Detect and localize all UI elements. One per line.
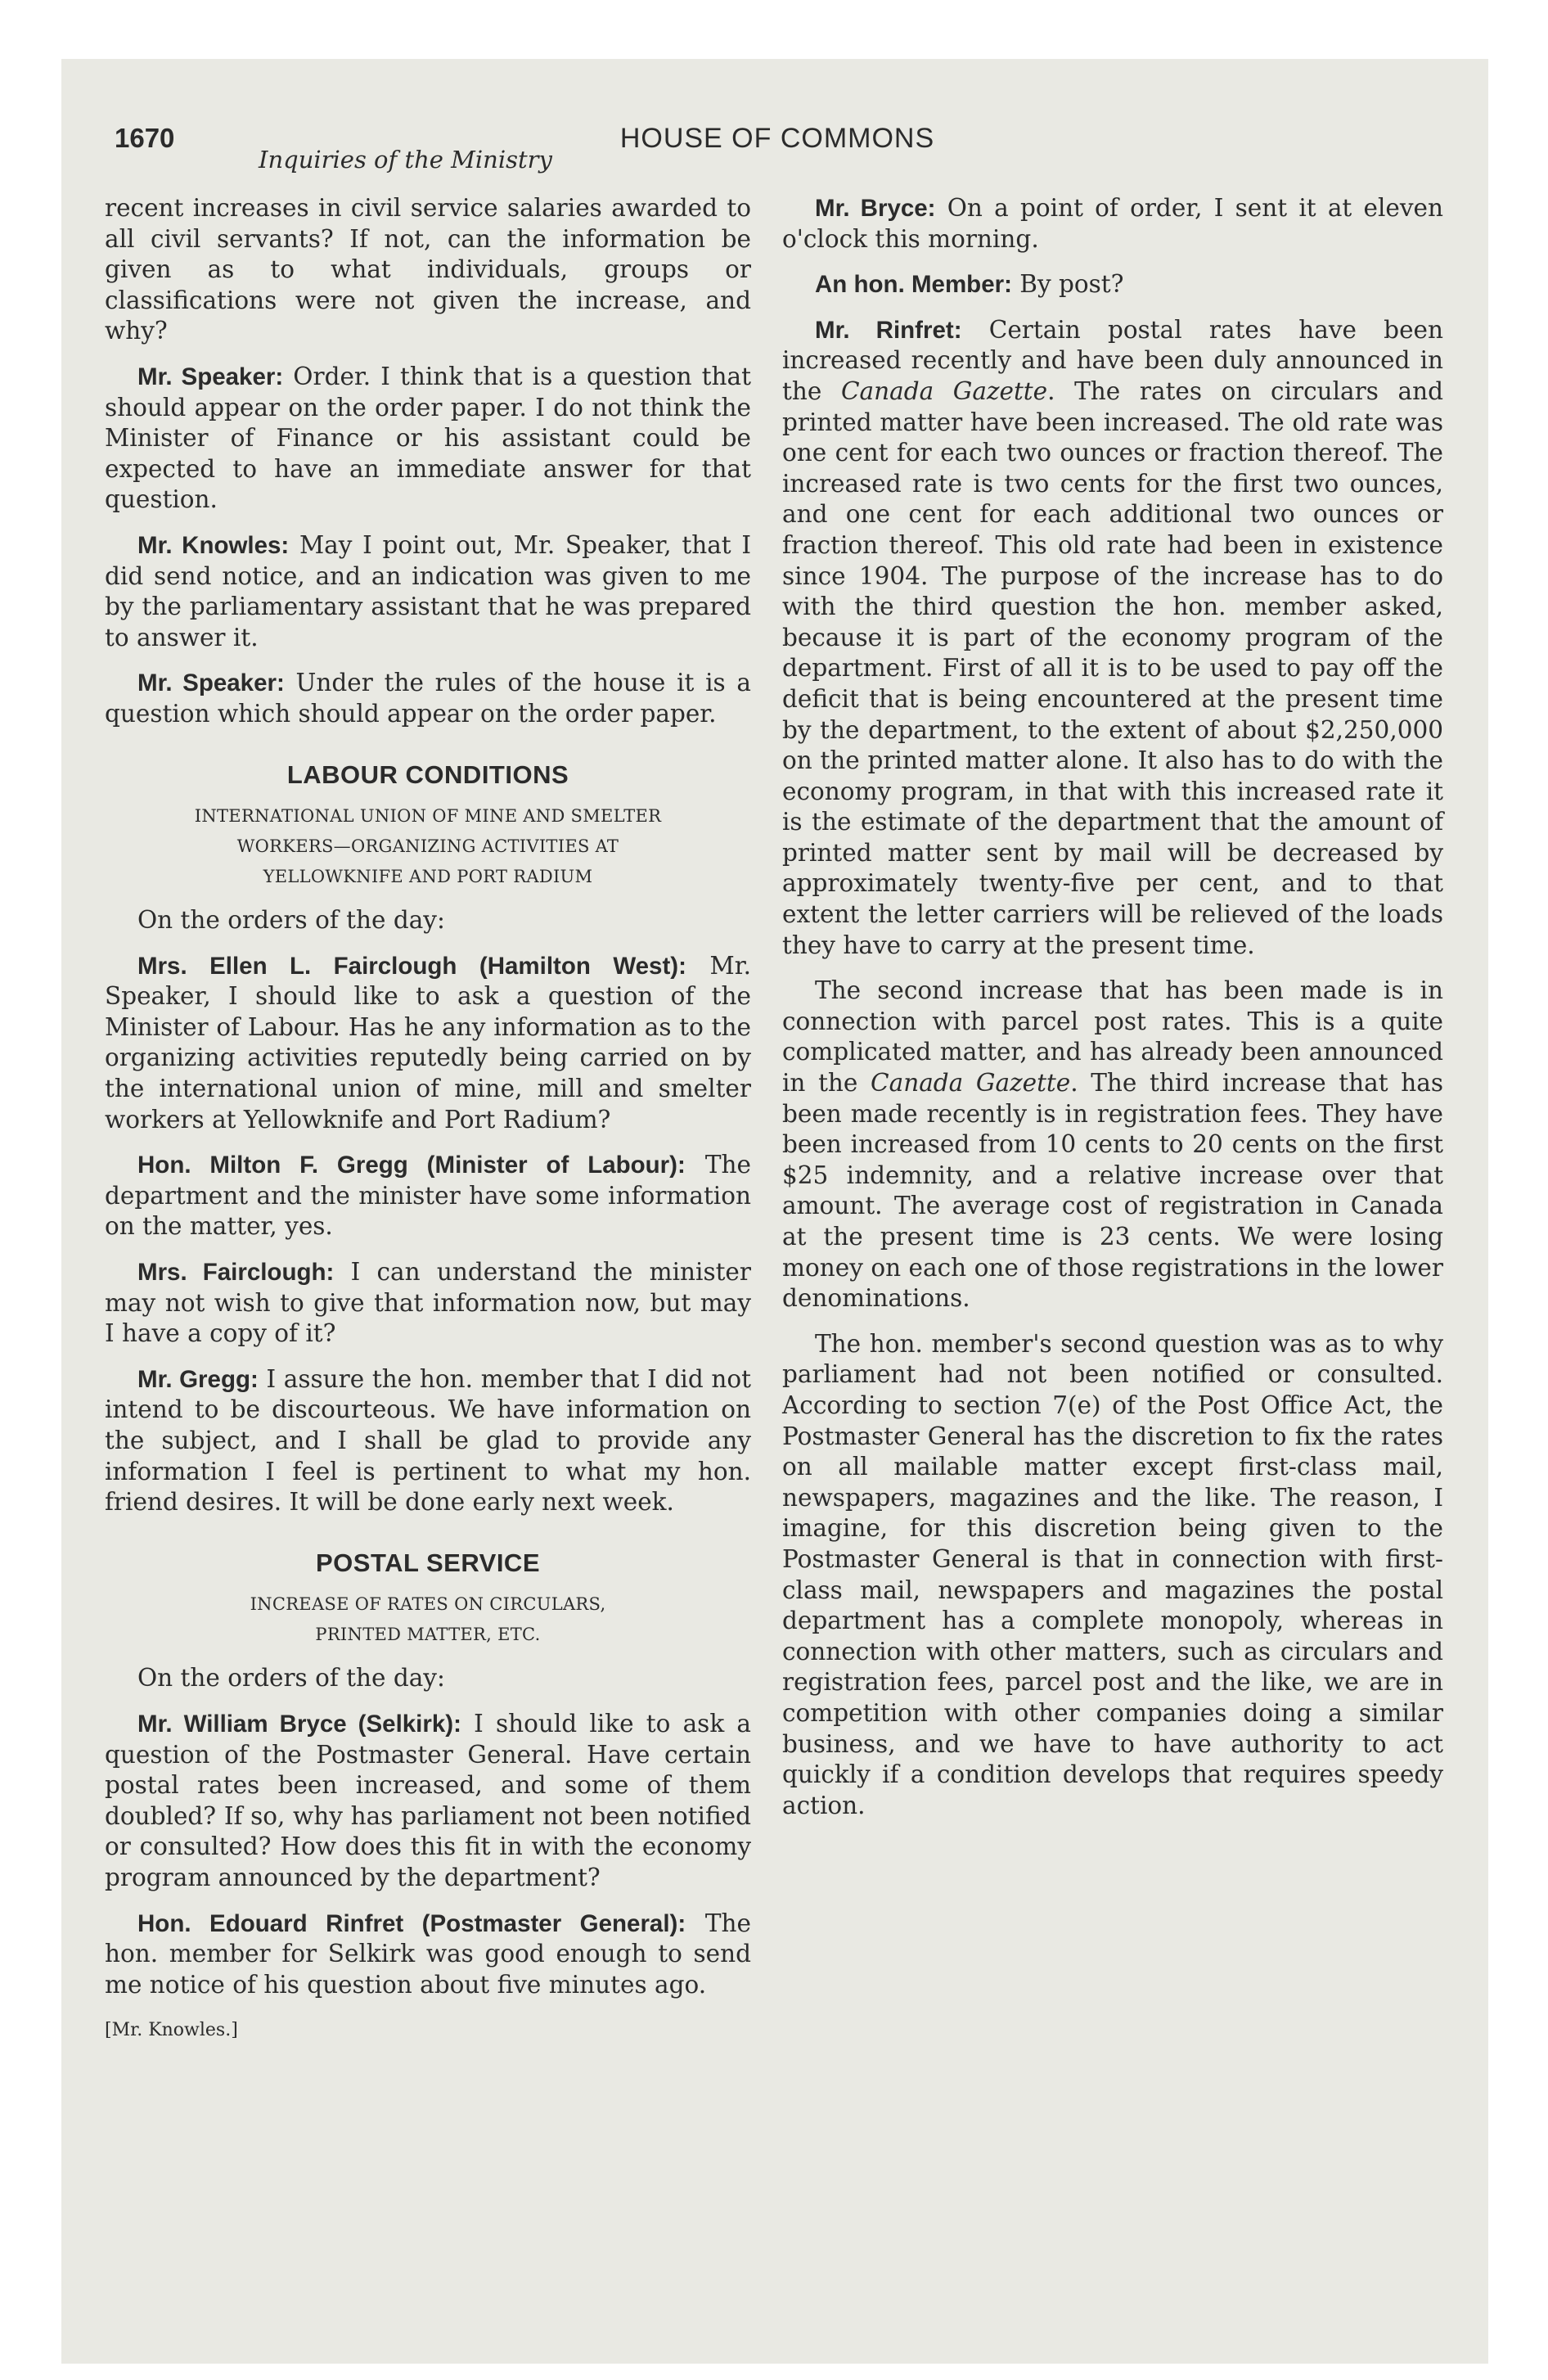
speaker-name: Mr. Speaker: [137, 363, 284, 390]
speech-text: I should like to ask a question of the Postmaster General. Have certain postal rates been increased, and some of them doubled? If so, why has parliament not been notified or consulted? How does this fit in with the economy program announced by the department? [105, 1709, 751, 1891]
paragraph: The hon. member's second question was as to why parliament had not been notified or consulted. According to section 7(e) of the Post Office Act, the Postmaster General has the discretion to fix the rates on all mailable matter except first-class mail, newspapers, magazines and the like. The reason, I imagine, for this discretion being given to the Postmaster General is that in connection with first-class mail, newspapers and magazines the postal department has a complete monopoly, whereas in connection with other matters, such as circulars and registration fees, parcel post and the like, we are in competition with other companies doing a similar business, and we have to have authority to act quickly if a condition develops that requires speedy action. [782, 1329, 1443, 1819]
section-heading: LABOUR CONDITIONS [286, 760, 569, 789]
speaker-name: An hon. Member: [815, 271, 1012, 299]
section-subheading [105, 801, 751, 892]
right-column [782, 193, 1443, 1836]
subheading-line: PRINTED MATTER, ETC. [315, 1625, 541, 1645]
speech-text: I can understand the minister may not wish to give that information now, but may I have a copy of it? [105, 1258, 751, 1348]
paragraph: recent increases in civil service salaries awarded to all civil servants? If not, can the information be given as to what individuals, groups or classifications were not given the increase, and why? [105, 194, 751, 345]
speaker-name: Mrs. Fairclough: [137, 1259, 335, 1287]
speaker-name: Mr. William Bryce (Selkirk): [137, 1710, 461, 1738]
running-head: Inquiries of the Ministry [259, 146, 552, 174]
speech-text: . The third increase that has been made recently is in registration fees. They have been increased from 10 cents to 20 cents on the first $25 indemnity, and a relative increase over that amount. The average cost of registration in Canada at the present time is 23 cents. We were losing money on each one of those registrations in the lower denominations. [782, 1069, 1443, 1313]
section-subheading [105, 1589, 751, 1650]
page-number: 1670 [115, 123, 175, 153]
speech-text: Under the rules of the house it is a question which should appear on the order paper. [105, 669, 751, 728]
page-title: HOUSE OF COMMONS [619, 123, 935, 154]
speech-text: The hon. member for Selkirk was good enough to send me notice of his question about five minutes ago. [105, 1909, 751, 1999]
section-heading: POSTAL SERVICE [315, 1548, 540, 1577]
left-column [105, 193, 751, 2046]
paragraph [782, 976, 1443, 1314]
paragraph [105, 668, 751, 729]
paragraph [782, 269, 1443, 300]
speaker-name: Mr. Knowles: [137, 531, 290, 559]
speech-text: . The rates on circulars and printed matter have been increased. The old rate was one cent for each two ounces or fraction thereof. The increased rate is two cents for the first two ounces, and one cent for each additional two ounces or fraction thereof. This old rate had been in existence since 1904. The purpose of the increase has to do with the third question the hon. member asked, because it is part of the economy program of the department. First of all it is to be used to pay off the deficit that is being encountered at the present time by the department, to the extent of about $2,250,000 on the printed matter alone. It also has to do with the economy program, in that with this increased rate it is the estimate of the department that the amount of printed matter sent by mail will be decreased by approximately twenty-five per cent, and to that extent the letter carriers will be relieved of the loads they have to carry at the present time. [782, 376, 1443, 959]
subheading-line: INCREASE OF RATES ON CIRCULARS, [250, 1594, 606, 1615]
subheading-line: INTERNATIONAL UNION OF MINE AND SMELTER [194, 806, 662, 827]
speech-text: By post? [1011, 270, 1124, 299]
footer-note: [Mr. Knowles.] [105, 2020, 238, 2041]
speech-text: The department and the minister have some information on the matter, yes. [105, 1151, 751, 1241]
speaker-name: Mr. Rinfret: [815, 316, 962, 344]
subheading-line: WORKERS—ORGANIZING ACTIVITIES AT [236, 836, 619, 857]
paragraph [105, 1364, 751, 1518]
paragraph: On the orders of the day: [137, 906, 445, 935]
speaker-name: Hon. Edouard Rinfret (Postmaster General): [137, 1909, 686, 1937]
speaker-name: Mr. Speaker: [137, 669, 285, 697]
paragraph [105, 1709, 751, 1894]
speech-text: Certain postal rates have been increased recently and have been duly announced in the [782, 315, 1443, 405]
speech-text: Order. I think that is a question that should appear on the order paper. I do not think the Minister of Finance or his assistant could be expected to have an immediate answer for that question. [105, 362, 751, 514]
publication-title: Canada Gazette [840, 376, 1048, 405]
paragraph: On the orders of the day: [137, 1664, 445, 1693]
speech-text: I assure the hon. member that I did not intend to be discourteous. We have information on the subject, and I shall be glad to provide any information I feel is pertinent to what my hon. friend desires. It will be done early next week. [105, 1364, 751, 1517]
paragraph [105, 530, 751, 653]
paragraph [105, 1909, 751, 2001]
paragraph [105, 1257, 751, 1350]
paragraph [782, 315, 1443, 961]
speech-text: May I point out, Mr. Speaker, that I did send notice, and an indication was given to me by the parliamentary assistant that he was prepared to answer it. [105, 530, 751, 651]
speaker-name: Mr. Bryce: [815, 195, 936, 222]
paragraph [782, 193, 1443, 255]
paragraph [105, 951, 751, 1136]
speech-text: Mr. Speaker, I should like to ask a question of the Minister of Labour. Has he any information as to the organizing activities reputedly being carried on by the international union of mine, mill and smelter workers at Yellowknife and Port Radium? [105, 951, 751, 1134]
paragraph [105, 362, 751, 516]
speech-text: On a point of order, I sent it at eleven o'clock this morning. [782, 194, 1443, 253]
paragraph [105, 1150, 751, 1242]
subheading-line: YELLOWKNIFE AND PORT RADIUM [263, 867, 593, 887]
speaker-name: Mrs. Ellen L. Fairclough (Hamilton West): [137, 952, 686, 980]
speech-text: The second increase that has been made is in connection with parcel post rates. This is a quite complicated matter, and has already been announced in the [782, 976, 1443, 1098]
speaker-name: Hon. Milton F. Gregg (Minister of Labour): [137, 1152, 686, 1179]
speaker-name: Mr. Gregg: [137, 1365, 259, 1393]
publication-title: Canada Gazette [871, 1069, 1071, 1098]
